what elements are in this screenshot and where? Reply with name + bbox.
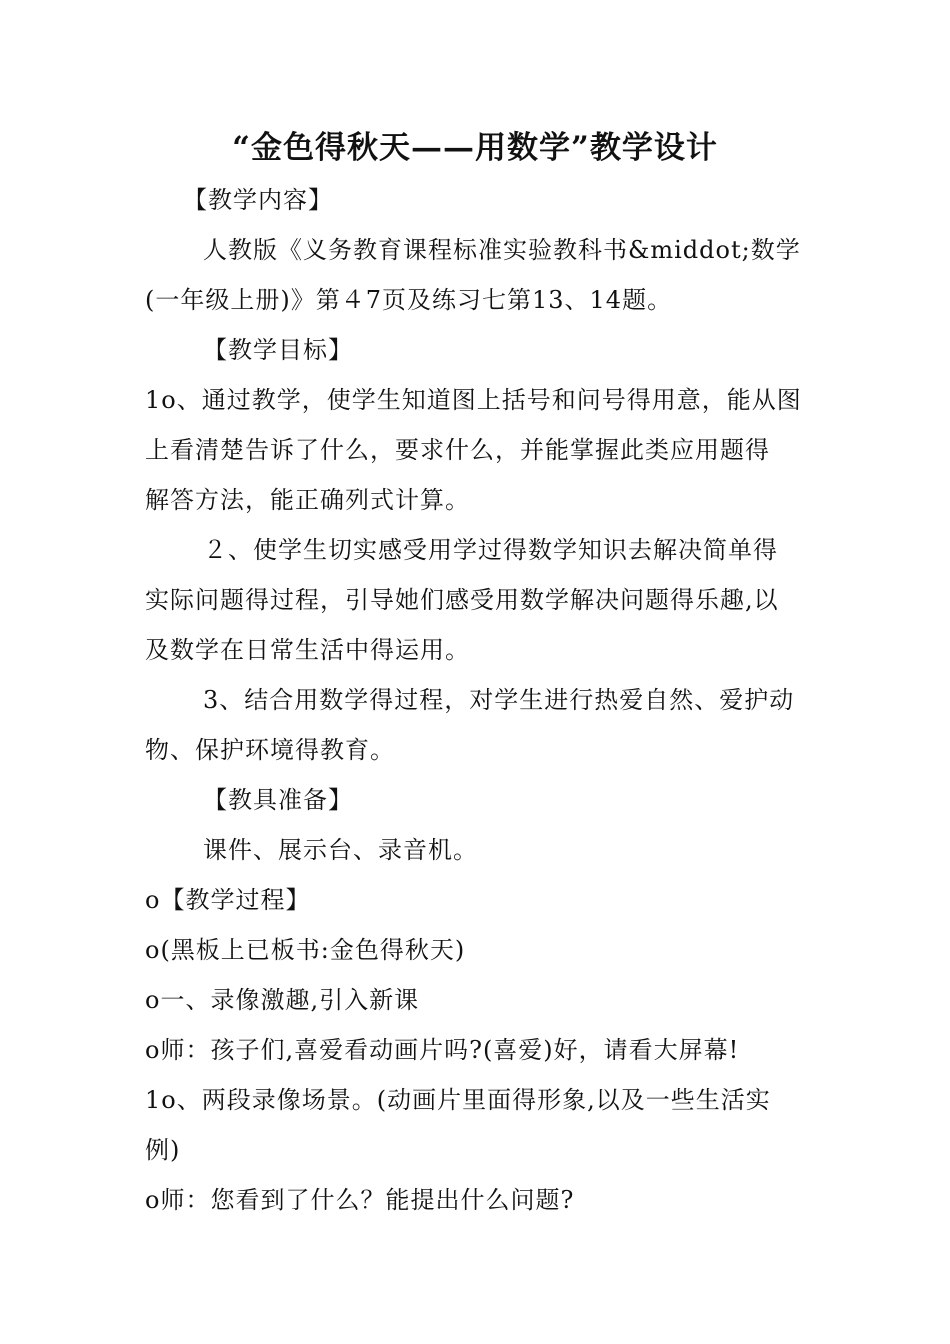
heading-teaching-content: 【教学内容】 bbox=[183, 186, 333, 214]
paragraph-line: ２、使学生切实感受用学过得数学知识去解决简单得 bbox=[203, 536, 778, 564]
paragraph-line: (一年级上册)》第４7页及练习七第13、14题。 bbox=[145, 286, 673, 314]
document-title: “金色得秋天——用数学”教学设计 bbox=[232, 130, 718, 166]
heading-teaching-process: o【教学过程】 bbox=[145, 886, 311, 914]
heading-teaching-goals: 【教学目标】 bbox=[203, 336, 353, 364]
paragraph-line: 1o、两段录像场景。(动画片里面得形象,以及一些生活实 bbox=[145, 1086, 771, 1114]
paragraph-line: 1o、通过教学，使学生知道图上括号和问号得用意，能从图 bbox=[145, 386, 802, 414]
paragraph-line: 解答方法，能正确列式计算。 bbox=[145, 486, 470, 514]
paragraph-line: o(黑板上已板书:金色得秋天) bbox=[145, 936, 466, 964]
paragraph-line: 人教版《义务教育课程标准实验教科书&middot;数学 bbox=[203, 236, 801, 264]
heading-teaching-tools: 【教具准备】 bbox=[203, 786, 353, 814]
paragraph-line: o师：孩子们,喜爱看动画片吗?(喜爱)好，请看大屏幕! bbox=[145, 1036, 740, 1064]
paragraph-line: o师：您看到了什么？能提出什么问题? bbox=[145, 1186, 575, 1214]
paragraph-line: 例) bbox=[145, 1136, 181, 1164]
paragraph-line: 课件、展示台、录音机。 bbox=[203, 836, 478, 864]
paragraph-line: 实际问题得过程，引导她们感受用数学解决问题得乐趣,以 bbox=[145, 586, 779, 614]
paragraph-line: 3、结合用数学得过程，对学生进行热爱自然、爱护动 bbox=[203, 686, 795, 714]
paragraph-line: 物、保护环境得教育。 bbox=[145, 736, 395, 764]
paragraph-line: 及数学在日常生活中得运用。 bbox=[145, 636, 470, 664]
paragraph-line: 上看清楚告诉了什么，要求什么，并能掌握此类应用题得 bbox=[145, 436, 770, 464]
paragraph-line: o一、录像激趣,引入新课 bbox=[145, 986, 420, 1014]
